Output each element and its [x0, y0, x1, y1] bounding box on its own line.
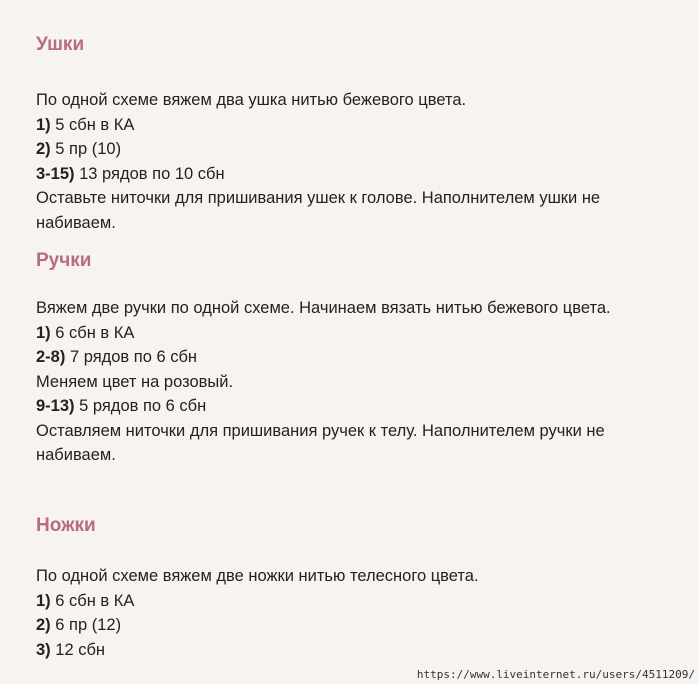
step-number: 2)	[36, 140, 51, 158]
section-middle-arms: Меняем цвет на розовый.	[36, 372, 234, 391]
step-row	[36, 345, 663, 370]
step-text: 5 сбн в КА	[55, 115, 135, 134]
step-text: 7 рядов по 6 сбн	[69, 348, 198, 366]
step-row	[36, 613, 663, 638]
step-row	[36, 162, 663, 187]
step-number: 2)	[36, 616, 51, 634]
step-number: 9-13)	[36, 397, 75, 415]
section-intro-legs: По одной схеме вяжем две ножки нитью телесного цвета.	[36, 567, 479, 585]
step-text: 5 рядов по 6 сбн	[79, 397, 207, 415]
section-heading-arms: Ручки	[36, 250, 92, 271]
section-intro-arms: Вяжем две ручки по одной схеме. Начинаем вязать нитью бежевого цвета.	[36, 299, 611, 317]
section-outro-arms: Оставляем ниточки для пришивания ручек к телу. Наполнителем ручки не набиваем.	[36, 421, 605, 464]
step-text: 12 сбн	[55, 640, 106, 659]
step-number: 3-15)	[36, 164, 75, 183]
section-outro-ears: Оставьте ниточки для пришивания ушек к голове. Наполнителем ушки не набиваем.	[36, 189, 601, 232]
step-row	[36, 321, 663, 346]
step-text: 6 сбн в КА	[55, 591, 135, 610]
section-ears	[36, 33, 663, 235]
step-row	[36, 113, 663, 138]
section-arms	[36, 249, 663, 468]
step-text: 5 пр (10)	[55, 140, 122, 158]
step-text: 6 пр (12)	[55, 616, 122, 634]
step-text: 6 сбн в КА	[55, 323, 135, 342]
step-number: 2-8)	[36, 348, 66, 366]
step-row	[36, 137, 663, 162]
step-number: 1)	[36, 323, 51, 342]
step-row	[36, 394, 663, 419]
section-heading-legs: Ножки	[36, 515, 96, 536]
section-intro-ears: По одной схеме вяжем два ушка нитью бежевого цвета.	[36, 91, 467, 109]
section-legs	[36, 514, 663, 662]
section-heading-ears: Ушки	[36, 34, 85, 55]
step-row	[36, 589, 663, 614]
step-row	[36, 638, 663, 663]
step-number: 1)	[36, 591, 51, 610]
step-text: 13 рядов по 10 сбн	[79, 164, 225, 183]
step-number: 3)	[36, 640, 51, 659]
step-number: 1)	[36, 115, 51, 134]
source-watermark: https://www.liveinternet.ru/users/4511209/	[416, 668, 695, 681]
